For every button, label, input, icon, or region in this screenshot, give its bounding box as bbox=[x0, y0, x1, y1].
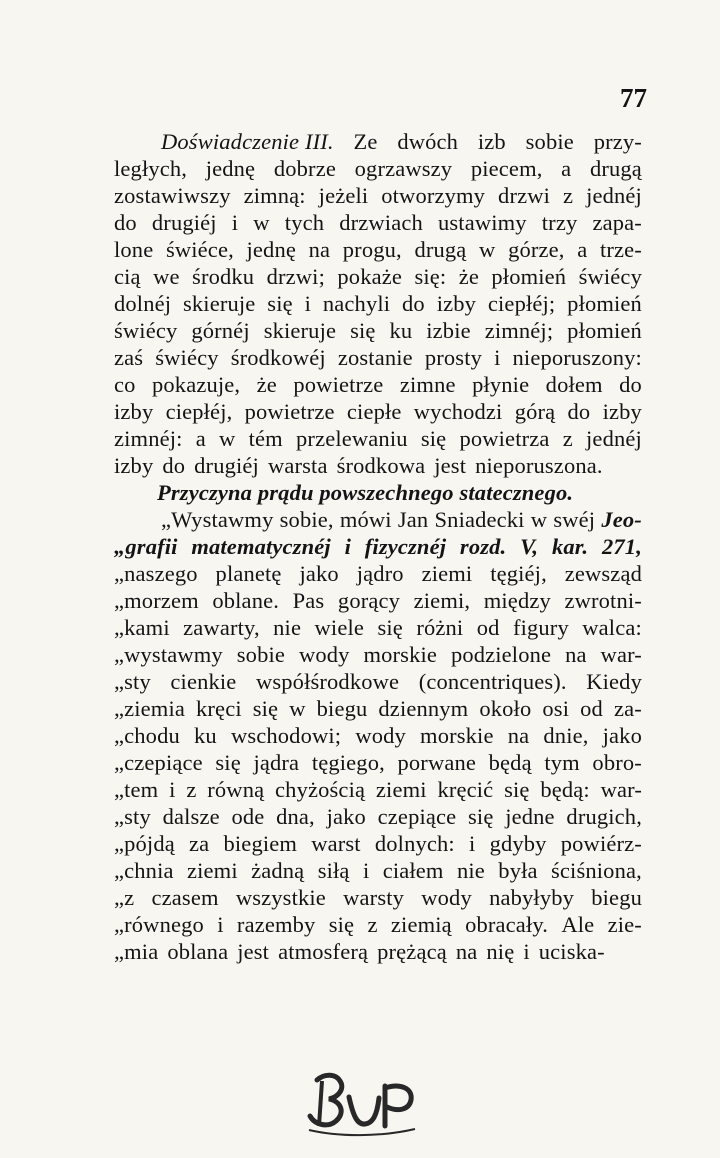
word: zawarty, bbox=[183, 615, 260, 640]
word: jest bbox=[237, 939, 270, 964]
word: dołem bbox=[545, 372, 603, 397]
word: jednę bbox=[246, 237, 296, 262]
word: drugiéj bbox=[151, 210, 217, 235]
paragraph-1-line bbox=[114, 371, 642, 398]
word: środkowa bbox=[336, 453, 426, 478]
word: morskie bbox=[363, 642, 438, 667]
word: w bbox=[289, 696, 306, 721]
word: powietrze bbox=[293, 372, 384, 397]
word: pokazuje, bbox=[152, 372, 241, 397]
word: nie bbox=[456, 858, 485, 883]
paragraph-2-line bbox=[114, 749, 642, 776]
word: do bbox=[619, 372, 642, 397]
word: prosty bbox=[424, 345, 482, 370]
word: jako bbox=[602, 723, 642, 748]
word: izb bbox=[477, 129, 506, 154]
word: wody bbox=[355, 723, 406, 748]
word: będą bbox=[488, 750, 532, 775]
word: ziemi bbox=[421, 561, 473, 586]
word: tych bbox=[284, 210, 325, 235]
word: przelewaniu bbox=[296, 426, 408, 451]
word: co bbox=[114, 372, 136, 397]
word: skieruje bbox=[183, 291, 256, 316]
word: morskie bbox=[420, 723, 494, 748]
word: a bbox=[577, 237, 588, 262]
paragraph-1-line bbox=[114, 128, 642, 155]
word: jednę bbox=[205, 156, 256, 181]
word: planetę bbox=[215, 561, 282, 586]
word: z bbox=[186, 777, 197, 802]
word: ogrzawszy bbox=[354, 156, 453, 181]
word: drzwiach bbox=[339, 210, 423, 235]
word: mówi bbox=[339, 507, 392, 532]
word: czepiące bbox=[377, 804, 457, 829]
word: walca: bbox=[582, 615, 642, 640]
word: dnie, bbox=[543, 723, 589, 748]
paragraph-1-line bbox=[114, 398, 642, 425]
word: dolnéj bbox=[114, 291, 172, 316]
word: „tem bbox=[114, 777, 159, 802]
word: podzielone bbox=[450, 642, 552, 667]
word: ziemi bbox=[375, 777, 427, 802]
word: drugich, bbox=[566, 804, 642, 829]
paragraph-2-line bbox=[114, 587, 642, 614]
word: zimnéj; bbox=[484, 318, 554, 343]
word: ku bbox=[389, 318, 413, 343]
word: Doświadczenie III. bbox=[161, 129, 334, 154]
word: różni bbox=[416, 615, 464, 640]
word: nieporuszona. bbox=[475, 453, 603, 478]
word: zimną: bbox=[243, 183, 306, 208]
word: do bbox=[402, 291, 425, 316]
word: oblane. bbox=[212, 588, 280, 613]
word: równą bbox=[207, 777, 265, 802]
word: kręcić bbox=[437, 777, 494, 802]
word: gdyby bbox=[489, 831, 547, 856]
paragraph-1-line bbox=[114, 317, 642, 344]
word: płomień bbox=[567, 318, 642, 343]
word: na bbox=[507, 723, 530, 748]
word: „Wystawmy bbox=[161, 507, 274, 532]
word: z bbox=[562, 426, 573, 451]
word: swéj bbox=[553, 507, 596, 532]
word: będą: bbox=[540, 777, 590, 802]
word: biegiem bbox=[223, 831, 298, 856]
word: chyżością bbox=[275, 777, 366, 802]
word: płomień bbox=[567, 291, 642, 316]
word: tęgiéj, bbox=[490, 561, 547, 586]
word: i bbox=[231, 210, 239, 235]
word: na bbox=[308, 237, 331, 262]
word: warsty bbox=[343, 885, 405, 910]
paragraph-2-line bbox=[114, 938, 642, 965]
word: Sniadecki bbox=[434, 507, 525, 532]
word: sobie, bbox=[279, 507, 334, 532]
word: „pójdą bbox=[114, 831, 175, 856]
word: tym bbox=[544, 750, 580, 775]
word: środkowéj bbox=[230, 345, 326, 370]
word: Jan bbox=[397, 507, 429, 532]
word: ległych, bbox=[114, 156, 188, 181]
word: jądro bbox=[356, 561, 404, 586]
page-text bbox=[114, 128, 642, 965]
word: rozd. bbox=[459, 534, 507, 559]
word: ciepłéj; bbox=[487, 291, 556, 316]
word: razemby bbox=[236, 912, 316, 937]
word: zapa- bbox=[592, 210, 642, 235]
word: powiérz- bbox=[560, 831, 642, 856]
word: obracały. bbox=[465, 912, 549, 937]
section-heading-line bbox=[114, 479, 642, 506]
word: dna, bbox=[276, 804, 315, 829]
word: w bbox=[219, 426, 236, 451]
section-heading: Przyczyna prądu powszechnego statecznego. bbox=[157, 480, 574, 505]
paragraph-2-line bbox=[114, 695, 642, 722]
word: siłą bbox=[317, 858, 350, 883]
word: i bbox=[469, 831, 476, 856]
word: i bbox=[362, 858, 370, 883]
paragraph-2-line bbox=[114, 911, 642, 938]
word: powietrze bbox=[244, 399, 335, 424]
paragraph-1-line bbox=[114, 263, 642, 290]
word: biegu bbox=[591, 885, 642, 910]
word: cienkie bbox=[170, 669, 237, 694]
word: „naszego bbox=[114, 561, 198, 586]
word: świéce, bbox=[165, 237, 234, 262]
word: a bbox=[561, 156, 572, 181]
word: nachyli bbox=[322, 291, 391, 316]
word: między bbox=[483, 588, 551, 613]
paragraph-2-line bbox=[114, 722, 642, 749]
word: zostanie bbox=[337, 345, 413, 370]
word: górą bbox=[514, 399, 556, 424]
word: jeżeli bbox=[318, 183, 369, 208]
word: „grafii bbox=[114, 534, 178, 559]
word: ode bbox=[231, 804, 265, 829]
word: świécy bbox=[155, 345, 219, 370]
word: izbie bbox=[426, 318, 471, 343]
word: dolnych: bbox=[374, 831, 455, 856]
word: warsta bbox=[267, 453, 328, 478]
paragraph-2-line bbox=[114, 830, 642, 857]
word: obro- bbox=[592, 750, 642, 775]
word: ustawimy bbox=[437, 210, 527, 235]
library-stamp-image bbox=[297, 1068, 427, 1138]
word: „chodu bbox=[114, 723, 180, 748]
word: się bbox=[468, 804, 494, 829]
word: środku bbox=[192, 264, 255, 289]
word: wszystkie bbox=[235, 885, 326, 910]
word: prężącą bbox=[377, 939, 447, 964]
paragraph-sniadecki-quote bbox=[114, 506, 642, 965]
page-number: 77 bbox=[620, 83, 647, 113]
word: jądra bbox=[253, 750, 300, 775]
word: wschodowi; bbox=[230, 723, 342, 748]
word: do bbox=[162, 453, 186, 478]
word: wychodzi bbox=[413, 399, 503, 424]
word: jedne bbox=[505, 804, 555, 829]
word: i bbox=[217, 912, 224, 937]
word: fizycznéj bbox=[364, 534, 447, 559]
word: płynie bbox=[472, 372, 530, 397]
word: drzwi; bbox=[266, 264, 325, 289]
word: świécy bbox=[578, 264, 642, 289]
word: porwane bbox=[397, 750, 477, 775]
paragraph-1-line bbox=[114, 182, 642, 209]
word: ziemią bbox=[390, 912, 452, 937]
word: „mia bbox=[114, 939, 159, 964]
word: przy- bbox=[593, 129, 642, 154]
word: się bbox=[377, 615, 403, 640]
word: ciepłe bbox=[346, 399, 402, 424]
word: i bbox=[304, 291, 312, 316]
word: figury bbox=[512, 615, 569, 640]
word: izby bbox=[436, 291, 477, 316]
word: ziemi, bbox=[413, 588, 471, 613]
word: zostawiwszy bbox=[114, 183, 231, 208]
word: drugą bbox=[414, 237, 467, 262]
word: że bbox=[256, 372, 277, 397]
word: (concentriques). bbox=[418, 669, 567, 694]
word: pokaże bbox=[337, 264, 403, 289]
word: kar. bbox=[551, 534, 589, 559]
word: tém bbox=[248, 426, 283, 451]
word: w bbox=[530, 507, 548, 532]
word: za bbox=[189, 831, 210, 856]
word: cią bbox=[114, 264, 141, 289]
word: do bbox=[567, 399, 591, 424]
word: żadną bbox=[251, 858, 305, 883]
word: górnéj bbox=[191, 318, 250, 343]
word: zwrotni- bbox=[564, 588, 642, 613]
word: ciałem bbox=[382, 858, 444, 883]
word: powietrza bbox=[459, 426, 550, 451]
word: zaś bbox=[114, 345, 144, 370]
word: była bbox=[498, 858, 538, 883]
word: się bbox=[328, 912, 355, 937]
word: i bbox=[494, 345, 501, 370]
word: ku bbox=[194, 723, 217, 748]
word: jako bbox=[299, 561, 339, 586]
word: otworzymy bbox=[381, 183, 486, 208]
word: „czepiące bbox=[114, 750, 203, 775]
word: „kami bbox=[114, 615, 170, 640]
word: biegu bbox=[316, 696, 368, 721]
word: warst bbox=[311, 831, 361, 856]
paragraph-1-line bbox=[114, 236, 642, 263]
word: „morzem bbox=[114, 588, 199, 613]
word: około bbox=[479, 696, 532, 721]
paragraph-2-line bbox=[114, 803, 642, 830]
word: się bbox=[267, 291, 293, 316]
paragraph-2-line bbox=[114, 506, 642, 533]
word: oblana bbox=[167, 939, 229, 964]
word: trze- bbox=[599, 237, 642, 262]
word: progu, bbox=[342, 237, 402, 262]
word: tęgiego, bbox=[311, 750, 385, 775]
word: nieporuszony: bbox=[512, 345, 642, 370]
library-stamp bbox=[297, 1068, 427, 1138]
word: ziemi bbox=[187, 858, 238, 883]
word: wody bbox=[298, 642, 350, 667]
word: atmosferą bbox=[278, 939, 369, 964]
word: i bbox=[169, 777, 176, 802]
word: matematycznéj bbox=[191, 534, 331, 559]
word: na bbox=[565, 642, 587, 667]
word: nabyłyby bbox=[489, 885, 575, 910]
word: uciska- bbox=[538, 939, 605, 964]
word: gorący bbox=[337, 588, 401, 613]
word: i bbox=[523, 939, 530, 964]
paragraph-1-line bbox=[114, 344, 642, 371]
word: w bbox=[479, 237, 496, 262]
word: od bbox=[580, 696, 603, 721]
word: war- bbox=[600, 777, 642, 802]
word: jednéj bbox=[586, 183, 642, 208]
word: do bbox=[114, 210, 137, 235]
word: że bbox=[458, 264, 479, 289]
paragraph-1-line bbox=[114, 452, 642, 479]
word: 271, bbox=[602, 534, 642, 559]
word: „ziemia bbox=[114, 696, 185, 721]
paragraph-2-line bbox=[114, 776, 642, 803]
word: górze, bbox=[508, 237, 565, 262]
word: jako bbox=[326, 804, 366, 829]
word: drzwi bbox=[498, 183, 551, 208]
word: jest bbox=[434, 453, 467, 478]
word: dobrze bbox=[273, 156, 336, 181]
word: z bbox=[367, 912, 378, 937]
word: zimnéj: bbox=[114, 426, 183, 451]
word: wody bbox=[421, 885, 472, 910]
word: płomień bbox=[491, 264, 567, 289]
word: się: bbox=[414, 264, 447, 289]
word: skieruje bbox=[263, 318, 337, 343]
word: drugiéj bbox=[194, 453, 259, 478]
paragraph-2-line bbox=[114, 614, 642, 641]
word: izby bbox=[114, 453, 154, 478]
word: jednéj bbox=[586, 426, 642, 451]
word: „chnia bbox=[114, 858, 174, 883]
word: zie- bbox=[607, 912, 642, 937]
word: we bbox=[153, 264, 180, 289]
word: izby bbox=[114, 399, 154, 424]
word: wiele bbox=[314, 615, 365, 640]
paragraph-1-line bbox=[114, 290, 642, 317]
word: „wystawmy bbox=[114, 642, 223, 667]
paragraph-1-line bbox=[114, 425, 642, 452]
word: współśrodkowe bbox=[255, 669, 400, 694]
word: lone bbox=[114, 237, 154, 262]
word: się bbox=[420, 426, 447, 451]
word: „sty bbox=[114, 669, 151, 694]
word: trzy bbox=[541, 210, 578, 235]
word: osi bbox=[542, 696, 570, 721]
word: war- bbox=[600, 642, 642, 667]
word: w bbox=[253, 210, 270, 235]
word: z bbox=[562, 183, 574, 208]
word: ściśniona, bbox=[551, 858, 642, 883]
word: sobie bbox=[236, 642, 286, 667]
paragraph-2-line bbox=[114, 641, 642, 668]
word: od bbox=[476, 615, 500, 640]
word: się bbox=[504, 777, 530, 802]
word: drugą bbox=[589, 156, 642, 181]
word: dziennym bbox=[378, 696, 469, 721]
paragraph-1-line bbox=[114, 155, 642, 182]
paragraph-2-line bbox=[114, 857, 642, 884]
word: dwóch bbox=[397, 129, 459, 154]
word: Ale bbox=[561, 912, 595, 937]
word: na bbox=[455, 939, 478, 964]
word: Kiedy bbox=[586, 669, 642, 694]
word: nię bbox=[486, 939, 515, 964]
word: piecem, bbox=[470, 156, 543, 181]
word: Pas bbox=[292, 588, 325, 613]
word: się bbox=[215, 750, 241, 775]
word: dalsze bbox=[162, 804, 220, 829]
paragraph-2-line bbox=[114, 560, 642, 587]
word: czasem bbox=[151, 885, 219, 910]
word: izby bbox=[602, 399, 642, 424]
word: „sty bbox=[114, 804, 151, 829]
word: ciepłéj, bbox=[165, 399, 233, 424]
paragraph-1-line bbox=[114, 209, 642, 236]
word: V, bbox=[520, 534, 539, 559]
word: się bbox=[350, 318, 376, 343]
word: „z bbox=[114, 885, 135, 910]
paragraph-2-line bbox=[114, 533, 642, 560]
word: „równego bbox=[114, 912, 204, 937]
word: a bbox=[195, 426, 206, 451]
paragraph-2-line bbox=[114, 668, 642, 695]
word: zewsząd bbox=[564, 561, 642, 586]
word: za- bbox=[613, 696, 642, 721]
word: Ze bbox=[353, 129, 378, 154]
word: i bbox=[344, 534, 351, 559]
paragraph-2-line bbox=[114, 884, 642, 911]
paragraph-experiment-iii bbox=[114, 128, 642, 479]
word: zimne bbox=[399, 372, 456, 397]
word: kręci bbox=[196, 696, 242, 721]
word: się bbox=[252, 696, 279, 721]
word: sobie bbox=[525, 129, 574, 154]
word: Jeo- bbox=[601, 507, 642, 532]
word: świécy bbox=[114, 318, 178, 343]
word: nie bbox=[273, 615, 302, 640]
